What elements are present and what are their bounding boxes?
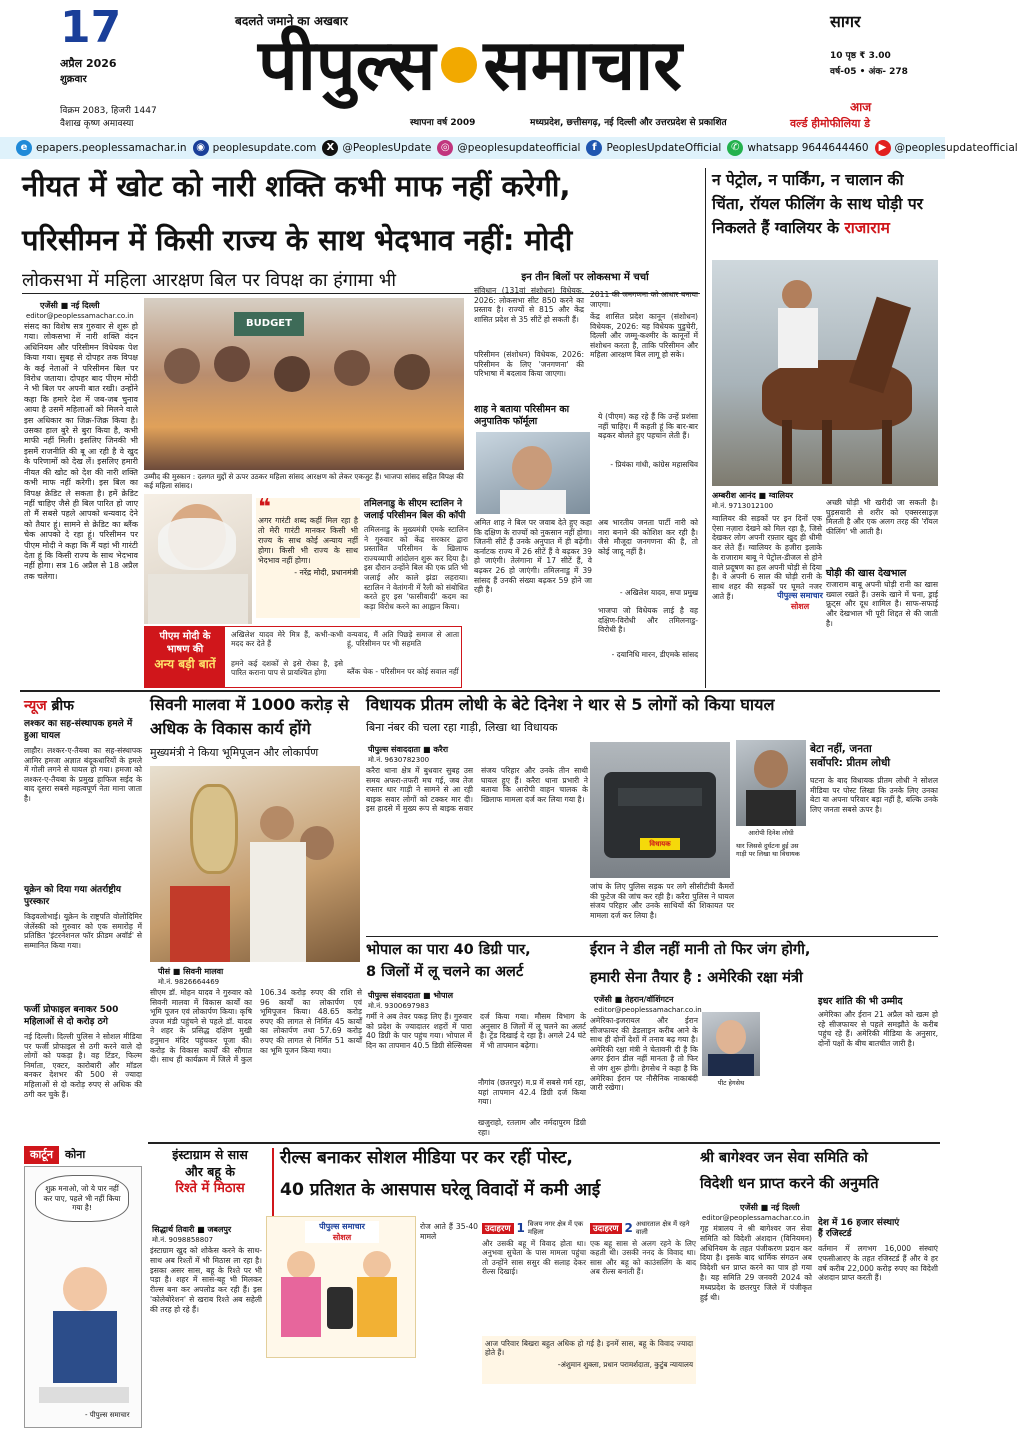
heat-bullet-2: खजुराहो, रतलाम और नर्मदापुरम डिग्री रहा। [478, 1118, 586, 1137]
news-brief-title: न्यूज ब्रीफ [24, 698, 74, 714]
modi-photo [144, 494, 252, 624]
horse-box-title: घोड़ी की खास देखभाल [826, 568, 907, 579]
hegseth-caption: पीट हेगसेथ [717, 1079, 745, 1087]
priyanka-by: - प्रियंका गांधी, कांग्रेस महासचिव [610, 460, 698, 469]
bageshwar-headline-1: श्री बागेश्वर जन सेवा समिति को [700, 1150, 868, 1166]
brief-2-body: किइवलोभाई। यूक्रेन के राष्ट्रपति वोलोदिमिर जेलेंस्की को गुरुवार को एक समारोह में प्रतिष्ठित 'इंटरनेशनल फॉर फ्रीडम अवॉर्ड' से सम्मानित किया गया। [24, 912, 142, 950]
mla-headline: विधायक प्रीतम लोधी के बेटे दिनेश ने थार से 5 लोगों को किया घायल [366, 695, 775, 714]
heat-mobile: मो.नं. 9300697983 [368, 1002, 430, 1010]
pm-quote-box [256, 495, 360, 618]
globe-icon: ◉ [193, 140, 209, 156]
published: मध्यप्रदेश, छत्तीसगढ़, नई दिल्ली और उत्तरप्रदेश से प्रकाशित [530, 118, 727, 128]
mla-side-title-1: बेटा नहीं, जनता [810, 743, 872, 755]
heat-headline-1: भोपाल का पारा 40 डिग्री पार, [366, 942, 531, 958]
lead-headline-1: नीयत में खोट को नारी शक्ति कभी माफ नहीं करेगी, [22, 169, 571, 203]
epaper-link[interactable]: e epapers.peoplessamachar.in [16, 140, 187, 156]
instagram-link[interactable]: ◎ @peoplesupdateofficial [437, 140, 580, 156]
reels-headline-1: रील्स बनाकर सोशल मीडिया पर कर रहीं पोस्ट, [280, 1148, 573, 1168]
logo-emblem-icon [441, 47, 477, 83]
social-bar [0, 137, 1018, 159]
sivni-byline: पीसं ■ सिवनी मालवा [158, 967, 224, 976]
reels-mobile: मो.नं. 9098858807 [152, 1236, 214, 1244]
bill-item-2: परिसीमन (संशोधन) विधेयक, 2026: परिसीमन के लिए 'जनगणना' की परिभाषा में बदलाव किया जाएगा। [474, 350, 584, 379]
cartoon-title: कार्टून कोना [24, 1146, 142, 1164]
reels-brand: पीपुल्स समाचार सोशल [305, 1221, 379, 1243]
iran-body: अमेरिका-इजरायल और ईरान सीजफायर की डेडलाइन करीब आने के साथ ही दोनों देशों में तनाव बढ़ गया है। अमेरिकी रक्षा मंत्री ने चेतावनी दी है कि अगर ईरान डील नहीं मानता है तो फिर से जंग शुरू होगी। हेगसेथ ने कहा है कि अमेरिका ईरान पर नौसैनिक नाकाबंदी जारी रखेगा। [590, 1016, 698, 1093]
lead-email: editor@peoplessamachar.co.in [26, 312, 134, 320]
mla-side-title-2: सर्वोपरि: प्रीतम लोधी [810, 757, 891, 769]
lead-body: संसद का विशेष सत्र गुरुवार से शुरू हो गया। लोकसभा में नारी शक्ति वंदन अधिनियम और परिसीमन विधेयक पेश किया गया। सुबह से दोपहर तक विपक्ष के कई नेताओं ने परिसीमन बिल पर विरोध जताया। दोपहर बाद पीएम मोदी ने भी बिल पर अपनी बात रखी। उन्होंने कहा कि हमारे देश में जब-जब चुनाव आया है उसमें महिलाओं को मिलने वाले इस अधिकार का जिक्र-जिक्र किया है। उसका हाल बुरे से बुरा किया है, कभी माफी नहीं मिली। इसलिए जिनकी भी इसमें राजनीति की बू आ रही है वे खुद के परिणामों को देख लें। इसलिए हमारी नीयत की खोट को देश की नारी शक्ति कभी माफ नहीं करेगी। इस बिल का विपक्ष क्रेडिट ले सकता है। हमें क्रेडिट नहीं चाहिए जैसे ही बिल पारित हो जाए तो मैं सबसे पहले आपको धन्यवाद देने को तैयार हूं। सामने से क्रेडिट का ब्लैंक चेक आपको दे रहा हूं। परिसीमन पर पीएम मोदी ने कहा कि मैं यहां भी गारंटी देता हूं कि किसी राज्य के साथ भेदभाव नहीं होगा। सत्र 16 अप्रैल से 18 अप्रैल तक चलेगा। [24, 322, 138, 581]
paper-title-right: समाचार [483, 23, 682, 106]
car-plate: विधायक [640, 838, 680, 850]
mla-body: करैरा थाना क्षेत्र में बुधवार सुबह उस समय अफरा-तफरी मच गई, जब तेज रफ्तार थार गाड़ी ने सामने से आ रही बाइक सवार लोगों को टक्कर मार दी। इस हादसे में मुख्य रूप से बाइक सवार संजय परिहार और उनके तीन साथी घायल हुए हैं। करैरा थाना प्रभारी ने बताया कि आरोपी वाहन चालक के खिलाफ मामला दर्ज कर लिया गया है। [366, 766, 588, 814]
masthead [0, 0, 945, 140]
brief-3-title: फर्जी प्रोफाइल बनाकर 500 महिलाओं से दो करोड़ ठगे [24, 1005, 119, 1027]
edition-city: सागर [830, 12, 861, 31]
tithi: वैशाख कृष्ण अमावस्या [60, 119, 134, 129]
mla-byline: पीपुल्स संवाददाता ■ करैरा [368, 745, 449, 754]
facebook-link[interactable]: f PeoplesUpdateOfficial [586, 140, 721, 156]
budget-board: BUDGET [234, 312, 304, 336]
bills-title: इन तीन बिलों पर लोकसभा में चर्चा [521, 272, 649, 283]
car-photo [590, 742, 730, 878]
website-link[interactable]: ◉ peoplesupdate.com [193, 140, 317, 156]
shah-title: शाह ने बताया परिसीमन का अनुपातिक फॉर्मूला [474, 404, 570, 427]
whatsapp-link[interactable]: ✆ whatsapp 9644644460 [727, 140, 868, 156]
reels-quote-box: आज परिवार बिखरा बहुत अधिक हो गई है। इनमें सास, बहू के विवाद ज्यादा होते हैं। -अंशुमान शुक्ला, प्रधान परामर्शदाता, कुटुंब न्यायालय [482, 1336, 696, 1384]
cartoon-signature: - पीपुल्स समाचार [85, 1411, 130, 1419]
reels-illustration [266, 1216, 416, 1358]
cartoon-speech: शुक्र मनाओ, जो ये पार नहीं कर पाए, पहले भी नहीं किया गया है! [35, 1175, 129, 1222]
horse-photo [712, 260, 938, 486]
pm-speech-box [144, 626, 462, 688]
epaper-icon: e [16, 140, 32, 156]
founded: स्थापना वर्ष 2009 [410, 118, 476, 128]
sivni-body: सीएम डॉ. मोहन यादव ने गुरुवार को सिवनी मालवा में विकास कार्यों का भूमि पूजन एवं लोकार्पण किया। कृषि उपज मंडी पहुंचने से पहले डॉ. यादव ने शहर के प्रसिद्ध दक्षिण मुखी हनुमान मंदिर पहुंचकर पूजा की। करोड़ के विकास कार्यों की सौगात दी। साथ ही कार्यक्रम में जिले में कुल 106.34 करोड़ रुपए की राशि से 96 कार्यों का लोकार्पण एवं भूमिपूजन किया। 48.65 करोड़ रुपए की लागत से निर्मित 45 कार्यों का लोकार्पण तथा 57.69 करोड़ रुपए की लागत से निर्मित 51 कार्यों का भूमि पूजन किया गया। [150, 988, 362, 1065]
iran-email: editor@peoplessamachar.co.in [594, 1006, 702, 1014]
sivni-headline-1: सिवनी मालवा में 1000 करोड़ से [150, 695, 349, 714]
iran-headline-2: हमारी सेना तैयार है : अमेरिकी रक्षा मंत्री [590, 969, 803, 986]
paper-title-left: पीपुल्स [258, 23, 436, 106]
paper-title [175, 20, 765, 110]
today-label: आज [850, 100, 872, 114]
iran-headline-1: ईरान ने डील नहीं मानी तो फिर जंग होगी, [590, 941, 811, 958]
youtube-icon: ▶ [875, 140, 891, 156]
pm-point-3: वन्यवाद, मैं अति पिछड़े समाज से आता हूं, परिसीमन पर भी सहमति [347, 630, 459, 648]
stalin-title: तमिलनाडु के सीएम स्टालिन ने जलाई परिसीमन बिल की कॉपी [364, 499, 466, 521]
horse-headline-2: चिंता, रॉयल फीलिंग के साथ घोड़ी पर [712, 195, 923, 213]
bageshwar-byline: एजेंसी ■ नई दिल्ली [740, 1203, 800, 1212]
mla-mobile: मो.नं. 9630782300 [368, 756, 430, 764]
horse-body: ग्वालियर की सड़कों पर इन दिनों एक ऐसा नज़ारा देखने को मिल रहा है, जिसे देखकर लोग अपनी रफ़्तार खुद ही धीमी कर लेते हैं। ग्वालियर के हजीरा इलाके के राजाराम बाबू ने पेट्रोल-डीजल से होने वाले प्रदूषण का हल अपनी घोड़ी से दिया है। वे अपनी 6 साल की घोड़ी रानी के साथ शहर की सड़कों पर घूमते नजर आते हैं। [712, 514, 822, 601]
bageshwar-headline-2: विदेशी धन प्राप्त करने की अनुमति [700, 1176, 879, 1192]
hegseth-photo [702, 1012, 760, 1076]
pm-point-4: ब्लैंक चेक - परिसीमन पर कोई सवाल नहीं [347, 667, 459, 676]
reels-stat-1: रोज आते हैं 35-40 मामले [420, 1222, 478, 1241]
pm-quote: अगर गारंटी शब्द कहीं मिल रहा है तो मेरी गारंटी मानकर किसी भी राज्य के साथ कोई अन्याय नहीं होगा। किसी भी राज्य के साथ भेदभाव नहीं होगा। [258, 516, 358, 565]
pm-point-1: अखिलेश यादव मेरे मित्र हैं, कभी-कभी मदद कर देते हैं [231, 630, 343, 648]
brief-1-body: लाहौर। लश्कर-ए-तैयबा का सह-संस्थापक आमिर हमजा अज्ञात बंदूकधारियों के हमले में गोली लगने से घायल हो गया। हमजा को लश्कर-ए-तैयबा के प्रमुख हाफिज सईद के बाद दूसरा सबसे महत्वपूर्ण नेता माना जाता है। [24, 746, 142, 803]
mla-side-body: घटना के बाद विधायक प्रीतम लोधी ने सोशल मीडिया पर पोस्ट लिखा कि उनके लिए उनका बेटा या अपना परिवार बड़ा नहीं है, बल्कि उनके लिए जनता सबसे ऊपर है। [810, 776, 938, 814]
mla-side-caption: आरोपी दिनेश लोधी [748, 829, 794, 837]
bill-item-1: संविधान (131वां संशोधन) विधेयक, 2026: लोकसभा सीट 850 करने का प्रस्ताव है। राज्यों से 815 और केंद्र शासित प्रदेश से 35 सीटें हो सकती हैं। [474, 286, 584, 324]
shah-photo [476, 432, 590, 514]
facebook-icon: f [586, 140, 602, 156]
today-day: वर्ल्ड हीमोफीलिया डे [790, 117, 871, 130]
akhilesh-by: - अखिलेश यादव, सपा प्रमुख [619, 588, 698, 597]
youtube-link[interactable]: ▶ @peoplesupdateofficial [875, 140, 1018, 156]
priyanka-quote: ये (पीएम) कह रहे हैं कि उन्हें प्रशंसा नहीं चाहिए। मैं कहती हूं कि बार-बार बढ़कर बोलते हुए पहचान लेती हैं। [598, 412, 698, 441]
horse-brand: पीपुल्स समाचार सोशल [777, 591, 823, 611]
mla-subhead: बिना नंबर की चला रहा गाड़ी, लिखा था विधायक [366, 721, 558, 734]
horse-box-body: राजाराम बाबू अपनी घोड़ी रानी का खास ख्याल रखते हैं। उसके खाने में चना, ड्राई फ्रूट्स और दूध शामिल है। साफ-सफाई और देखभाल भी पूरी शिद्दत से की जाती है। [826, 580, 938, 628]
heat-bullet-1: नौगांव (छतरपुर) म.प्र में सबसे गर्म रहा, यहां तापमान 42.4 डिग्री दर्ज किया गया। [478, 1078, 586, 1107]
sivni-mobile: मो.नं. 9826664469 [158, 978, 220, 986]
heat-byline: पीपुल्स संवाददाता ■ भोपाल [368, 991, 454, 1000]
brief-3-body: नई दिल्ली। दिल्ली पुलिस ने सोशल मीडिया पर फर्जी प्रोफाइल से ठगी करने वाले दो लोगों को पकड़ा है। वह टिंडर, फिल्म निर्माता, एक्टर, कारोबारी और मॉडल बनकर देशभर की 500 से ज्यादा महिलाओं से दो करोड़ रुपए से अधिक की ठगी कर चुके हैं। [24, 1032, 142, 1099]
samvat: विक्रम 2083, हिजरी 1447 [60, 106, 157, 116]
lead-byline: एजेंसी ■ नई दिल्ली [40, 301, 100, 310]
iran-byline: एजेंसी ■ तेहरान/वॉशिंगटन [594, 995, 674, 1004]
horse-mobile: मो.नं. 9713012100 [712, 502, 774, 510]
horse-headline-1: न पेट्रोल, न पार्किंग, न चालान की [712, 171, 904, 189]
lead-headline-2: परिसीमन में किसी राज्य के साथ भेदभाव नहीं: मोदी [22, 223, 573, 257]
bill-item-4: केंद्र शासित प्रदेश कानून (संशोधन) विधेयक, 2026: यह विधेयक पुडुचेरी, दिल्ली और जम्मू-कश्मीर के कानूनों में संशोधन करता है, ताकि परिसीमन और महिला आरक्षण बिल लागू हो सके। [590, 312, 698, 360]
reels-body: इंस्टाग्राम खुद को शोकेस करने के साथ-साथ अब रिश्तों में भी मिठास ला रहा है। इसका असर सास, बहू के रिश्ते पर भी पड़ा है। शहर में सास-बहू भी मिलकर रील्स बना कर अपलोड कर रही हैं। इस 'कोलेबोरेशन' से खराब रिश्ते अब सहेली की तरह हो रहे हैं। [150, 1246, 262, 1314]
dmk-by: - दयानिधि मारन, डीएमके सांसद [611, 650, 698, 659]
sivni-headline-2: अधिक के विकास कार्य होंगे [150, 719, 311, 738]
date-month: अप्रैल 2026 [60, 57, 117, 70]
pm-box-title: पीएम मोदी के भाषण की अन्य बड़ी बातें [145, 627, 225, 687]
reels-side-headline: इंस्टाग्राम से सास और बहू के रिश्ते में मिठास [172, 1147, 248, 1196]
bageshwar-body: गृह मंत्रालय ने श्री बागेश्वर जन सेवा समिति को विदेशी अंशदान (विनियमन) अधिनियम के तहत पंजीकरण प्रदान कर दिया है। इसके बाद धार्मिक संगठन अब विदेशी धन प्राप्त करने का पात्र हो गया है। यह समिति 29 जनवरी 2024 को मध्यप्रदेश के छतरपुर जिले में पंजीकृत हुई थी। [700, 1224, 812, 1302]
sivni-photo [150, 766, 360, 962]
twitter-link[interactable]: X @PeoplesUpdate [322, 140, 431, 156]
bill-item-3: 2011 की जनगणना को आधार बनाया जाएगा। [590, 290, 698, 309]
brief-2-title: यूक्रेन को दिया गया अंतर्राष्ट्रीय पुरस्कार [24, 885, 122, 907]
horse-side-body: अच्छी घोड़ी भी खरीदी जा सकती है। घुड़सवारी से शरीर को एक्सरसाइज़ मिलती है और एक अलग तरह की 'रॉयल फीलिंग' भी आती है। [826, 498, 938, 537]
brief-1-title: लश्कर का सह-संस्थापक हमले में हुआ घायल [24, 719, 133, 741]
pm-point-2: हमने कई दशकों से इसे रोका है, इसे पारित कराना पाप से प्रायश्चित होगा [231, 659, 343, 677]
reels-byline: सिद्धार्थ तिवारी ■ जबलपुर [152, 1225, 232, 1234]
horse-byline: अम्बरीश आनंद ■ ग्वालियर [712, 491, 794, 500]
lead-photo [144, 298, 464, 470]
reels-example-1: उदाहरण 1 विजय नगर क्षेत्र में एक महिला और उसकी बहू में विवाद होता था। अनुभवा सुचेता के पास मामला पहुंचा तो उन्होंने सास ससुर की सलाह देकर रील्स दिखाई। [482, 1220, 586, 1277]
quote-mark-icon: ❝ [258, 495, 271, 520]
pm-quote-by: - नरेंद्र मोदी, प्रधानमंत्री [294, 568, 358, 577]
heat-headline-2: 8 जिलों में लू चलने का अलर्ट [366, 964, 524, 980]
heat-body: गर्मी ने अब तेवर पकड़ लिए हैं। गुरुवार को प्रदेश के ज्यादातर शहरों में पारा 40 डिग्री के पार पहुंच गया। भोपाल में दिन का तापमान 40.5 डिग्री सेल्सियस दर्ज किया गया। मौसम विभाग के अनुसार 8 जिलों में लू चलने का अलर्ट है। ट्रेंड दिखाई दे रहा है। अगले 24 घंटे में भी तापमान बढ़ेगा। [366, 1012, 586, 1050]
lead-photo-caption: उम्मीद की मुस्कान : दलगत मुद्दों से ऊपर उठकर महिला सांसद आरक्षण को लेकर एकजुट हैं। भाजपा सांसद सहित विपक्ष की कई महिला सांसद। [144, 472, 464, 490]
mla-body-2: जांच के लिए पुलिस सड़क पर लगे सीसीटीवी कैमरों की फुटेज की जांच कर रही है। करैरा पुलिस ने घायल संजय परिहार और उनके साथियों की शिकायत पर मामला दर्ज कर लिया है। [590, 882, 734, 920]
iran-side-body: अमेरिका और ईरान 21 अप्रैल को खत्म हो रहे सीजफायर से पहले समझौते के करीब पहुंच रहे हैं। अमेरिकी मीडिया के अनुसार, दोनों पक्षों के बीच बातचीत जारी है। [818, 1010, 938, 1048]
year-issue: वर्ष-05 • अंक- 278 [830, 67, 908, 77]
weekday: शुक्रवार [60, 74, 87, 85]
horse-headline-3: निकलते हैं ग्वालियर के राजाराम [712, 219, 890, 237]
bageshwar-email: editor@peoplessamachar.co.in [702, 1214, 810, 1222]
horse-headline-accent: राजाराम [844, 219, 890, 237]
x-icon: X [322, 140, 338, 156]
bageshwar-side-title: देश में 16 हजार संस्थाएं हैं रजिस्टर्ड [818, 1218, 900, 1239]
reels-headline-2: 40 प्रतिशत के आसपास घरेलू विवादों में कमी आई [280, 1180, 601, 1200]
sivni-subhead: मुख्यमंत्री ने किया भूमिपूजन और लोकार्पण [150, 746, 319, 759]
cartoon-panel [24, 1166, 142, 1428]
instagram-icon: ◎ [437, 140, 453, 156]
bageshwar-side-body: वर्तमान में लगभग 16,000 संस्थाएं एफसीआरए के तहत रजिस्टर्ड हैं और वे हर वर्ष करीब 22,000 करोड़ रुपए का विदेशी अंशदान प्राप्त करती हैं। [818, 1244, 938, 1283]
dmk-quote: भाजपा जो विधेयक लाई है वह दक्षिण-विरोधी और तमिलनाडु-विरोधी है। [598, 606, 698, 635]
reels-example-2: उदाहरण 2 अधारताल क्षेत्र में रहने वाली एक बहू सास से अलग रहने के लिए कहती थी। उसकी ननद के विवाद था। सास और बहू को काउंसलिंग के बाद अब रील्स बनाती हैं। [590, 1220, 696, 1277]
iran-side-title: इधर शांति की भी उम्मीद [818, 996, 903, 1007]
mla-son-photo [736, 740, 806, 826]
whatsapp-icon: ✆ [727, 140, 743, 156]
pages-price: 10 पृष्ठ ₹ 3.00 [830, 51, 891, 61]
tagline: बदलते जमाने का अखबार [235, 14, 348, 28]
mla-side-caption-2: थार जिससे दुर्घटना हुई उस गाड़ी पर लिखा था विधायक [736, 842, 800, 858]
akhilesh-quote: अब भारतीय जनता पार्टी नारी को नारा बनाने की कोशिश कर रही है। जैसे मौजूदा जनगणना की है, तो कोई जादू नहीं है। [598, 518, 698, 556]
lead-subhead: लोकसभा में महिला आरक्षण बिल पर विपक्ष का हंगामा भी [22, 270, 397, 291]
shah-body: अमित शाह ने बिल पर जवाब देते हुए कहा कि दक्षिण के राज्यों को नुकसान नहीं होगा। जितनी सीटें हैं उनके अनुपात में ही बढ़ेंगी। कर्नाटक राज्य में 26 सीटें हैं वे बढ़कर 39 हो जाएंगी। तेलंगाना में 17 सीटें हैं, वे बढ़कर 26 हो जाएंगी। तमिलनाडु में 39 सांसद हैं उनकी संख्या बढ़कर 59 होने जा रही है। [474, 518, 592, 595]
date-day: 17 [60, 2, 122, 53]
stalin-body: तमिलनाडु के मुख्यमंत्री एमके स्टालिन ने गुरुवार को केंद्र सरकार द्वारा प्रस्तावित परिसीमन के खिलाफ राज्यव्यापी आंदोलन शुरू कर दिया है। इस दौरान उन्होंने बिल की एक प्रति भी जलाई और काले झंडा लहराया। स्टालिन ने वेतांगनी में रैली को संबोधित करते हुए इस 'फासीवादी' कदम का कड़ा विरोध करने का आह्वान किया। [364, 525, 468, 611]
